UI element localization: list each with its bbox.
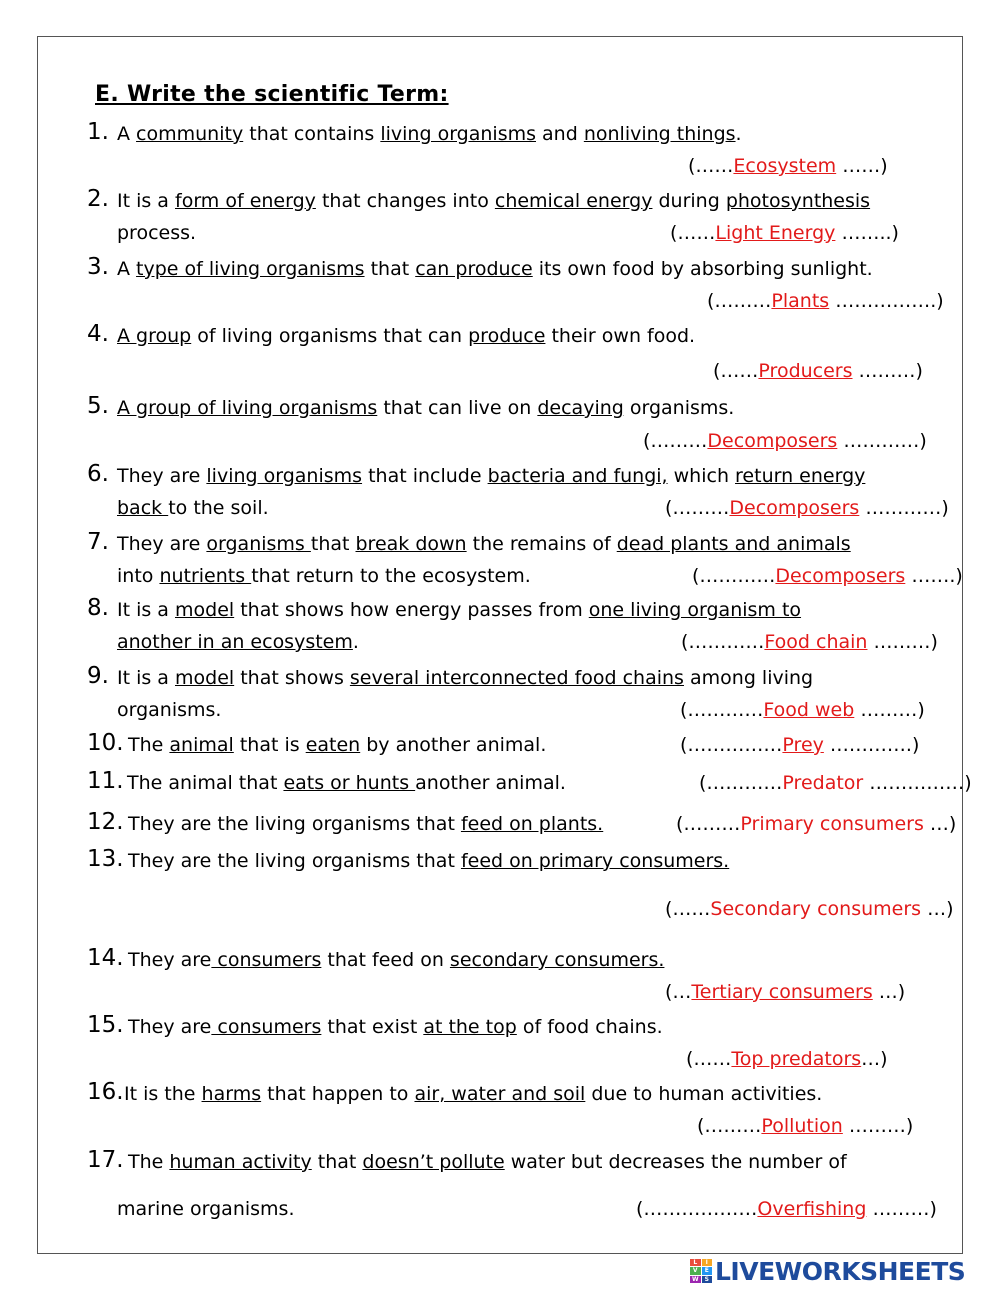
- text-segment: water but decreases the number of: [504, 1151, 847, 1173]
- text-segment: of living organisms that can: [191, 325, 469, 347]
- key-term: type of living organisms: [136, 258, 365, 280]
- answer-suffix: ………): [852, 360, 923, 382]
- question-text-9-line2: [117, 698, 221, 722]
- text-segment: and: [536, 123, 584, 145]
- logo-mark-tile: L: [690, 1259, 701, 1266]
- answer-text[interactable]: Tertiary consumers: [691, 981, 873, 1003]
- text-segment: that happen to: [261, 1083, 415, 1105]
- answer-prefix: (…………: [681, 631, 765, 653]
- logo-mark-tile: S: [702, 1276, 713, 1283]
- answer-field-14[interactable]: [665, 980, 905, 1004]
- text-segment: that return to the ecosystem.: [251, 565, 531, 587]
- key-term: back: [117, 497, 169, 519]
- question-text-2: [117, 189, 870, 213]
- text-segment: its own food by absorbing sunlight.: [532, 258, 873, 280]
- answer-prefix: (…………: [692, 565, 776, 587]
- key-term: dead plants and animals: [616, 533, 851, 555]
- answer-field-10[interactable]: [680, 733, 919, 757]
- answer-text[interactable]: Light Energy: [715, 222, 836, 244]
- text-segment: that shows how energy passes from: [234, 599, 589, 621]
- key-term: form of energy: [175, 190, 316, 212]
- answer-text[interactable]: Primary consumers: [740, 813, 924, 835]
- text-segment: that shows: [234, 667, 350, 689]
- answer-field-12[interactable]: [676, 812, 956, 836]
- answer-field-3[interactable]: [707, 289, 944, 313]
- key-term: consumers: [211, 1016, 322, 1038]
- question-text-5: [117, 396, 734, 420]
- answer-field-4[interactable]: [713, 359, 923, 383]
- key-term: air, water and soil: [414, 1083, 586, 1105]
- key-term: return energy: [735, 465, 866, 487]
- question-text-9: [117, 666, 813, 690]
- text-segment: They are the living organisms that: [128, 813, 461, 835]
- liveworksheets-logo-text: LIVEWORKSHEETS: [715, 1256, 966, 1286]
- answer-prefix: (…: [665, 981, 692, 1003]
- answer-suffix: …): [861, 1048, 888, 1070]
- text-segment: to the soil.: [168, 497, 269, 519]
- answer-suffix: ………): [867, 631, 938, 653]
- text-segment: among living: [683, 667, 814, 689]
- answer-text[interactable]: Food chain: [764, 631, 868, 653]
- liveworksheets-logo: [690, 1256, 965, 1286]
- text-segment: It is a: [117, 599, 175, 621]
- question-number-3: 3.: [87, 254, 109, 280]
- text-segment: that changes into: [315, 190, 495, 212]
- text-segment: their own food.: [545, 325, 696, 347]
- question-text-12: [128, 812, 603, 836]
- question-number-2: 2.: [87, 186, 109, 212]
- question-text-7: [117, 532, 851, 556]
- text-segment: They are: [117, 533, 207, 555]
- answer-prefix: (…………: [699, 772, 783, 794]
- text-segment: A: [117, 258, 137, 280]
- text-segment: They are: [128, 1016, 212, 1038]
- key-term: produce: [468, 325, 546, 347]
- question-number-16: 16.: [87, 1079, 124, 1105]
- text-segment: .: [735, 123, 742, 145]
- answer-field-8[interactable]: [681, 630, 938, 654]
- logo-mark-tile: W: [691, 1275, 699, 1283]
- answer-prefix: (………………: [636, 1198, 758, 1220]
- text-segment: that contains: [243, 123, 381, 145]
- answer-prefix: (…………: [680, 699, 764, 721]
- answer-prefix: (………: [643, 430, 708, 452]
- key-term: feed on primary consumers.: [460, 850, 730, 872]
- logo-mark-tile: V: [690, 1267, 701, 1274]
- question-number-9: 9.: [87, 663, 109, 689]
- text-segment: the remains of: [466, 533, 617, 555]
- answer-text[interactable]: Top predators: [731, 1048, 862, 1070]
- question-number-13: 13.: [87, 846, 124, 872]
- text-segment: that: [311, 1151, 363, 1173]
- answer-text[interactable]: Ecosystem: [733, 155, 837, 177]
- answer-field-2[interactable]: [670, 221, 899, 245]
- question-number-14: 14.: [87, 945, 124, 971]
- answer-text[interactable]: Decomposers: [775, 565, 906, 587]
- key-term: model: [175, 599, 235, 621]
- key-term: living organisms: [206, 465, 363, 487]
- question-number-17: 17.: [87, 1147, 124, 1173]
- key-term: eaten: [305, 734, 361, 756]
- question-text-1: [117, 122, 742, 146]
- answer-suffix: ………): [854, 699, 925, 721]
- text-segment: that: [364, 258, 416, 280]
- key-term: can produce: [415, 258, 533, 280]
- text-segment: due to human activities.: [585, 1083, 823, 1105]
- answer-text[interactable]: Producers: [758, 360, 853, 382]
- question-text-17: [128, 1150, 847, 1174]
- key-term: community: [136, 123, 244, 145]
- text-segment: The: [128, 1151, 170, 1173]
- answer-field-15[interactable]: [686, 1047, 888, 1071]
- answer-field-6[interactable]: [665, 496, 949, 520]
- key-term: feed on plants.: [460, 813, 604, 835]
- answer-field-13[interactable]: [665, 897, 954, 921]
- answer-suffix: …………….): [829, 290, 944, 312]
- answer-field-17[interactable]: [636, 1197, 937, 1221]
- text-segment: marine organisms.: [117, 1198, 295, 1220]
- question-text-2-line2: [117, 221, 196, 245]
- question-text-7-line2: [117, 564, 531, 588]
- answer-prefix: (………: [676, 813, 741, 835]
- question-number-1: 1.: [87, 119, 109, 145]
- text-segment: which: [667, 465, 736, 487]
- text-segment: organisms.: [623, 397, 735, 419]
- key-term: one living organism to: [588, 599, 802, 621]
- answer-prefix: (……: [688, 155, 734, 177]
- answer-text[interactable]: Prey: [782, 734, 824, 756]
- key-term: eats or hunts: [283, 772, 416, 794]
- key-term: several interconnected food chains: [349, 667, 684, 689]
- question-text-11: [127, 771, 566, 795]
- section-title: E. Write the scientific Term:: [95, 82, 449, 107]
- key-term: decaying: [537, 397, 624, 419]
- answer-field-16[interactable]: [697, 1114, 913, 1138]
- text-segment: process.: [117, 222, 197, 244]
- answer-suffix: ………….): [823, 734, 920, 756]
- question-number-4: 4.: [87, 321, 109, 347]
- question-text-4: [117, 324, 695, 348]
- key-term: organisms: [206, 533, 311, 555]
- answer-suffix: …): [923, 813, 957, 835]
- key-term: break down: [355, 533, 467, 555]
- answer-text[interactable]: Secondary consumers: [710, 898, 922, 920]
- text-segment: by another animal.: [360, 734, 547, 756]
- answer-suffix: ………): [842, 1115, 914, 1137]
- question-number-10: 10.: [87, 730, 124, 756]
- key-term: human activity: [169, 1151, 312, 1173]
- answer-suffix: …………): [837, 430, 927, 452]
- key-term: A group: [117, 325, 192, 347]
- question-text-3: [117, 257, 873, 281]
- question-number-11: 11.: [87, 768, 124, 794]
- key-term: animal: [169, 734, 234, 756]
- question-number-8: 8.: [87, 595, 109, 621]
- key-term: photosynthesis: [725, 190, 871, 212]
- answer-suffix: …): [872, 981, 906, 1003]
- question-text-14: [128, 948, 664, 972]
- text-segment: .: [352, 631, 359, 653]
- logo-mark-tile: E: [702, 1267, 713, 1274]
- question-text-10: [128, 733, 546, 757]
- answer-text[interactable]: Decomposers: [729, 497, 860, 519]
- answer-prefix: (………: [697, 1115, 762, 1137]
- text-segment: another animal.: [415, 772, 566, 794]
- text-segment: that exist: [321, 1016, 424, 1038]
- text-segment: They are: [117, 465, 207, 487]
- answer-field-9[interactable]: [680, 698, 925, 722]
- question-text-15: [128, 1015, 663, 1039]
- text-segment: into: [117, 565, 160, 587]
- answer-text[interactable]: Overfishing: [757, 1198, 867, 1220]
- key-term: nonliving things: [583, 123, 736, 145]
- answer-suffix: ……………): [863, 772, 972, 794]
- key-term: at the top: [423, 1016, 517, 1038]
- answer-suffix: …): [921, 898, 954, 920]
- text-segment: that can live on: [377, 397, 538, 419]
- text-segment: The animal that: [127, 772, 284, 794]
- text-segment: It is the: [124, 1083, 202, 1105]
- answer-field-1[interactable]: [688, 154, 888, 178]
- question-number-5: 5.: [87, 393, 109, 419]
- answer-text[interactable]: Pollution: [761, 1115, 843, 1137]
- answer-suffix: ……): [836, 155, 888, 177]
- answer-prefix: (……………: [680, 734, 783, 756]
- text-segment: that is: [233, 734, 306, 756]
- question-text-8-line2: [117, 630, 359, 654]
- answer-prefix: (……: [665, 898, 711, 920]
- key-term: harms: [201, 1083, 262, 1105]
- logo-mark-tile: I: [702, 1259, 713, 1266]
- answer-prefix: (……: [670, 222, 716, 244]
- key-term: A group of living organisms: [117, 397, 378, 419]
- key-term: consumers: [211, 949, 322, 971]
- text-segment: The: [128, 734, 170, 756]
- question-text-16: [124, 1082, 822, 1106]
- key-term: living organisms: [380, 123, 536, 145]
- text-segment: during: [652, 190, 726, 212]
- text-segment: that: [310, 533, 356, 555]
- answer-field-11[interactable]: [699, 771, 972, 795]
- answer-suffix: …….): [905, 565, 963, 587]
- key-term: chemical energy: [494, 190, 653, 212]
- liveworksheets-logo-mark: [690, 1259, 712, 1283]
- question-number-6: 6.: [87, 461, 109, 487]
- answer-prefix: (………: [665, 497, 730, 519]
- answer-suffix: ………): [866, 1198, 937, 1220]
- answer-prefix: (………: [707, 290, 772, 312]
- text-segment: A: [117, 123, 137, 145]
- question-number-7: 7.: [87, 529, 109, 555]
- question-text-6: [117, 464, 865, 488]
- question-number-15: 15.: [87, 1012, 124, 1038]
- text-segment: It is a: [117, 190, 175, 212]
- text-segment: organisms.: [117, 699, 222, 721]
- question-text-13: [128, 849, 729, 873]
- answer-suffix: ……..): [835, 222, 899, 244]
- question-text-8: [117, 598, 801, 622]
- answer-text[interactable]: Predator: [782, 772, 864, 794]
- key-term: bacteria and fungi,: [487, 465, 668, 487]
- answer-prefix: (……: [713, 360, 759, 382]
- key-term: another in an ecosystem: [117, 631, 353, 653]
- key-term: model: [175, 667, 235, 689]
- text-segment: They are: [128, 949, 212, 971]
- question-text-17-line2: [117, 1197, 295, 1221]
- text-segment: that feed on: [321, 949, 450, 971]
- text-segment: that include: [362, 465, 488, 487]
- question-number-12: 12.: [87, 809, 124, 835]
- answer-text[interactable]: Decomposers: [707, 430, 838, 452]
- answer-text[interactable]: Food web: [763, 699, 855, 721]
- key-term: nutrients: [159, 565, 252, 587]
- answer-suffix: …………): [859, 497, 949, 519]
- question-text-6-line2: [117, 496, 269, 520]
- key-term: secondary consumers.: [449, 949, 665, 971]
- text-segment: They are the living organisms that: [128, 850, 461, 872]
- key-term: doesn’t pollute: [362, 1151, 505, 1173]
- answer-field-7[interactable]: [692, 564, 963, 588]
- text-segment: of food chains.: [516, 1016, 663, 1038]
- text-segment: It is a: [117, 667, 175, 689]
- answer-prefix: (……: [686, 1048, 732, 1070]
- answer-field-5[interactable]: [643, 429, 927, 453]
- answer-text[interactable]: Plants: [771, 290, 830, 312]
